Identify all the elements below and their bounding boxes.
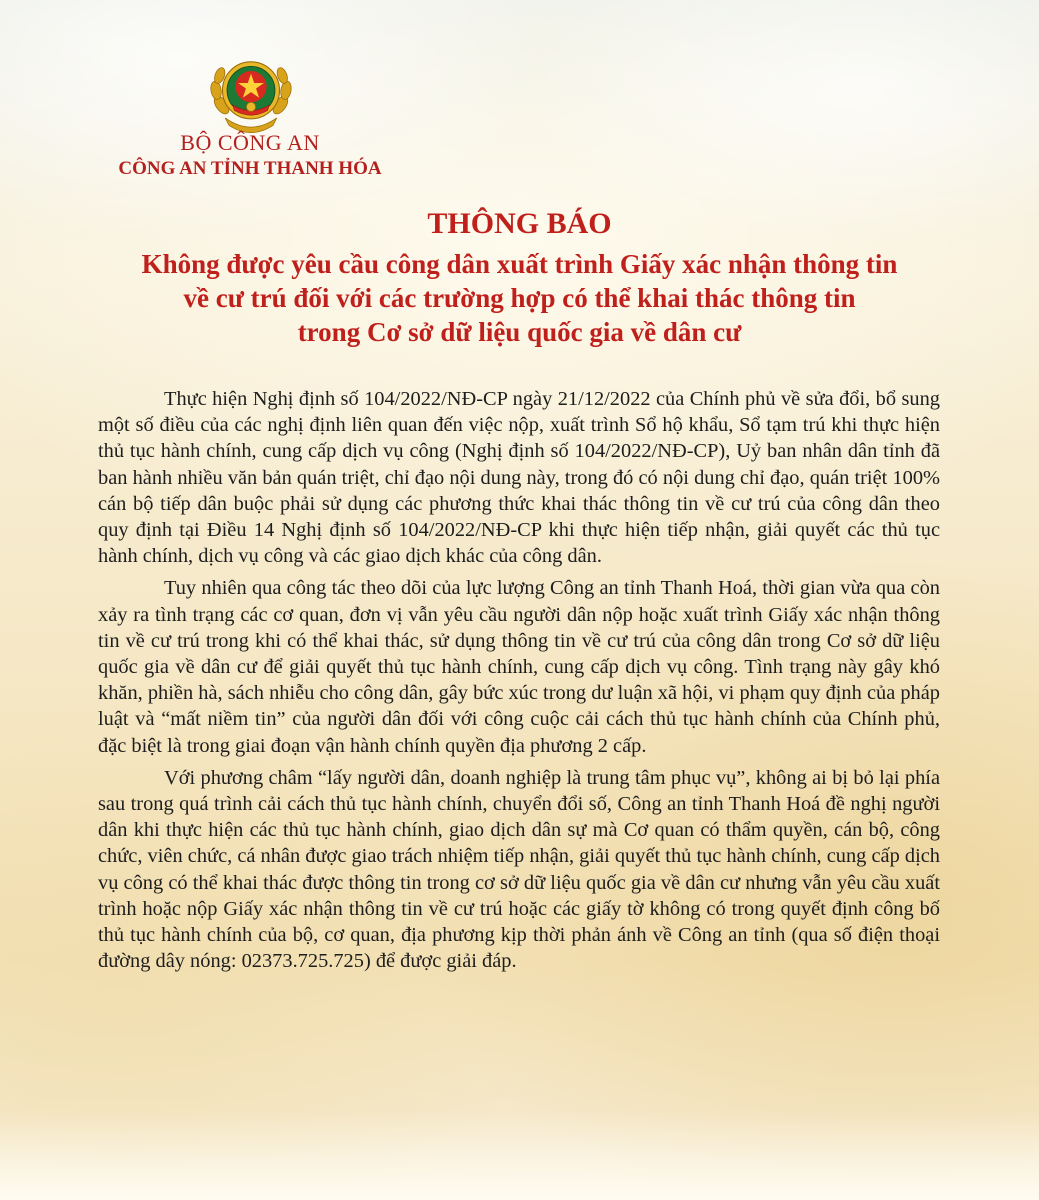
notice-subtitle-line: trong Cơ sở dữ liệu quốc gia về dân cư <box>297 317 742 347</box>
body-paragraph: Thực hiện Nghị định số 104/2022/NĐ-CP ngày 21/12/2022 của Chính phủ về sửa đổi, bổ sung một số điều của các nghị định liên quan đến việc nộp, xuất trình Sổ hộ khẩu, Sổ tạm trú khi thực hiện thủ tục hành chính, cung cấp dịch vụ công (Nghị định số 104/2022/NĐ-CP), Uỷ ban nhân dân tỉnh đã ban hành nhiều văn bản quán triệt, chỉ đạo nội dung này, trong đó có nội dung chỉ đạo, quán triệt 100% cán bộ tiếp dân buộc phải sử dụng các phương thức khai thác thông tin về cư trú của công dân theo quy định tại Điều 14 Nghị định số 104/2022/NĐ-CP khi thực hiện tiếp nhận, giải quyết các thủ tục hành chính, dịch vụ công và các giao dịch khác của công dân. <box>98 388 940 568</box>
notice-heading <box>60 205 979 349</box>
agency-ministry: BỘ CÔNG AN <box>180 130 320 155</box>
body-paragraph: Tuy nhiên qua công tác theo dõi của lực lượng Công an tỉnh Thanh Hoá, thời gian vừa qua còn xảy ra tình trạng các cơ quan, đơn vị vẫn yêu cầu người dân nộp hoặc xuất trình Giấy xác nhận thông tin về cư trú trong khi có thể khai thác, sử dụng thông tin về cư trú của công dân trong Cơ sở dữ liệu quốc gia về dân cư để giải quyết thủ tục hành chính, cung cấp dịch vụ công. Tình trạng này gây khó khăn, phiền hà, sách nhiễu cho công dân, gây bức xúc trong dư luận xã hội, vi phạm quy định của pháp luật và “mất niềm tin” của người dân đối với công cuộc cải cách thủ tục hành chính của Chính phủ, đặc biệt là trong giai đoạn vận hành chính quyền địa phương 2 cấp. <box>98 577 940 757</box>
agency-provincial: CÔNG AN TỈNH THANH HÓA <box>118 158 382 179</box>
police-emblem-icon <box>205 48 297 140</box>
bottom-glow <box>0 1110 1039 1200</box>
body-paragraph: Với phương châm “lấy người dân, doanh nghiệp là trung tâm phục vụ”, không ai bị bỏ lại phía sau trong quá trình cải cách thủ tục hành chính, chuyển đổi số, Công an tỉnh Thanh Hoá đề nghị người dân khi thực hiện các thủ tục hành chính, giao dịch dân sự mà Cơ quan có thẩm quyền, cán bộ, công chức, viên chức, cá nhân được giao trách nhiệm tiếp nhận, giải quyết thủ tục hành chính, cung cấp dịch vụ công có thể khai thác được thông tin trong cơ sở dữ liệu quốc gia về dân cư nhưng vẫn yêu cầu xuất trình hoặc nộp Giấy xác nhận thông tin về cư trú hoặc các giấy tờ không có trong quyết định công bố thủ tục hành chính của bộ, cơ quan, địa phương kịp thời phản ánh về Công an tỉnh (qua số điện thoại đường dây nóng: 02373.725.725) để được giải đáp. <box>98 766 940 973</box>
notice-subtitle-line: Không được yêu cầu công dân xuất trình Giấy xác nhận thông tin <box>141 249 898 279</box>
notice-body <box>98 386 940 980</box>
notice-title: THÔNG BÁO <box>427 207 612 240</box>
notice-subtitle-line: về cư trú đối với các trường hợp có thể khai thác thông tin <box>183 283 856 313</box>
